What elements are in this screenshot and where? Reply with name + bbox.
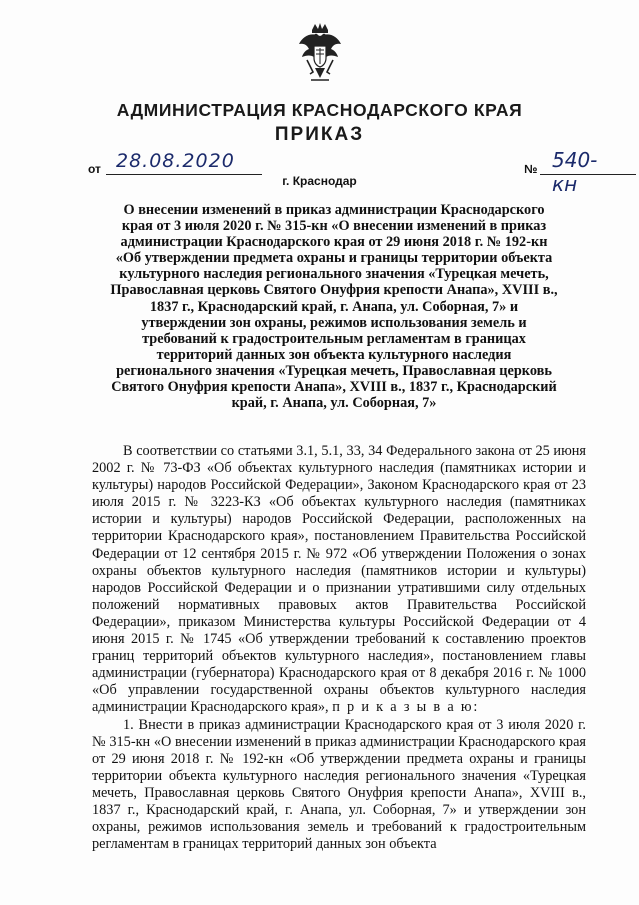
number-prefix: № xyxy=(524,162,538,176)
document-body xyxy=(92,443,586,853)
handwritten-date: 28.08.2020 xyxy=(116,150,235,172)
document-type: ПРИКАЗ xyxy=(274,124,365,145)
handwritten-number: 540-кн xyxy=(552,148,598,196)
date-prefix: от xyxy=(88,162,101,176)
body-paragraph: 1. Внести в приказ администрации Краснодарского края от 3 июля 2020 г. № 315-кн «О внесении изменений в приказ администрации Краснодарского края от 29 июня 2018 г. № 192-кн «Об утверждении предмета охраны и границы территории объекта культурного наследия регионального значения «Турецкая мечеть, Православная церковь Святого Онуфрия крепости Анапа», XVIII в., 1837 г., Краснодарский край, г. Анапа, ул. Соборная, 7» и утверждении зон охраны, режимов использования земель и требований к градостроительным регламентам в границах территорий данных зон объекта xyxy=(92,716,586,853)
order-word: п р и к а з ы в а ю: xyxy=(332,699,480,716)
document-subject: О внесении изменений в приказ администрации Краснодарского края от 3 июля 2020 г. № 315-кн «О внесении изменений в приказ администрации Краснодарского края от 29 июня 2018 г. № 192-кн «Об утверждении предмета охраны и границы территории объекта культурного наследия регионального значения «Турецкая мечеть, Православная церковь Святого Онуфрия крепости Анапа», XVIII в., 1837 г., Краснодарский край, г. Анапа, ул. Соборная, 7» и утверждении зон охраны, режимов использования земель и требований к градостроительным регламентам в границах территорий данных зон объекта культурного наследия регионального значения «Турецкая мечеть, Православная церковь Святого Онуфрия крепости Анапа», XVIII в., 1837 г., Краснодарский край, г. Анапа, ул. Соборная, 7» xyxy=(110,202,558,412)
body-paragraph xyxy=(92,443,586,717)
krasnodar-coat-of-arms-icon xyxy=(297,22,343,84)
organization-title: АДМИНИСТРАЦИЯ КРАСНОДАРСКОГО КРАЯ xyxy=(116,100,523,120)
city: г. Краснодар xyxy=(282,174,357,188)
paragraph-text: В соответствии со статьями 3.1, 5.1, 33, 34 Федерального закона от 25 июня 2002 г. № 73-ФЗ «Об объектах культурного наследия (памятниках истории и культуры) народов Российской Федерации», Законом Краснодарского края от 23 июля 2015 г. № 3223-КЗ «Об объектах культурного наследия (памятниках истории и культуры) народов Российской Федерации, расположенных на территории Краснодарского края», постановлением Правительства Российской Федерации от 12 сентября 2015 г. № 972 «Об утверждении Положения о зонах охраны объектов культурного наследия (памятников истории и культуры) народов Российской Федерации и о признании утратившими силу отдельных положений нормативных правовых актов Правительства Российской Федерации», приказом Министерства культуры Российской Федерации от 4 июня 2015 г. № 1745 «Об утверждении требований к составлению проектов границ территорий объектов культурного наследия», постановлением главы администрации (губернатора) Краснодарского края от 8 декабря 2016 г. № 1000 «Об управлении государственной охраны объектов культурного наследия администрации Краснодарского края», xyxy=(92,443,586,716)
